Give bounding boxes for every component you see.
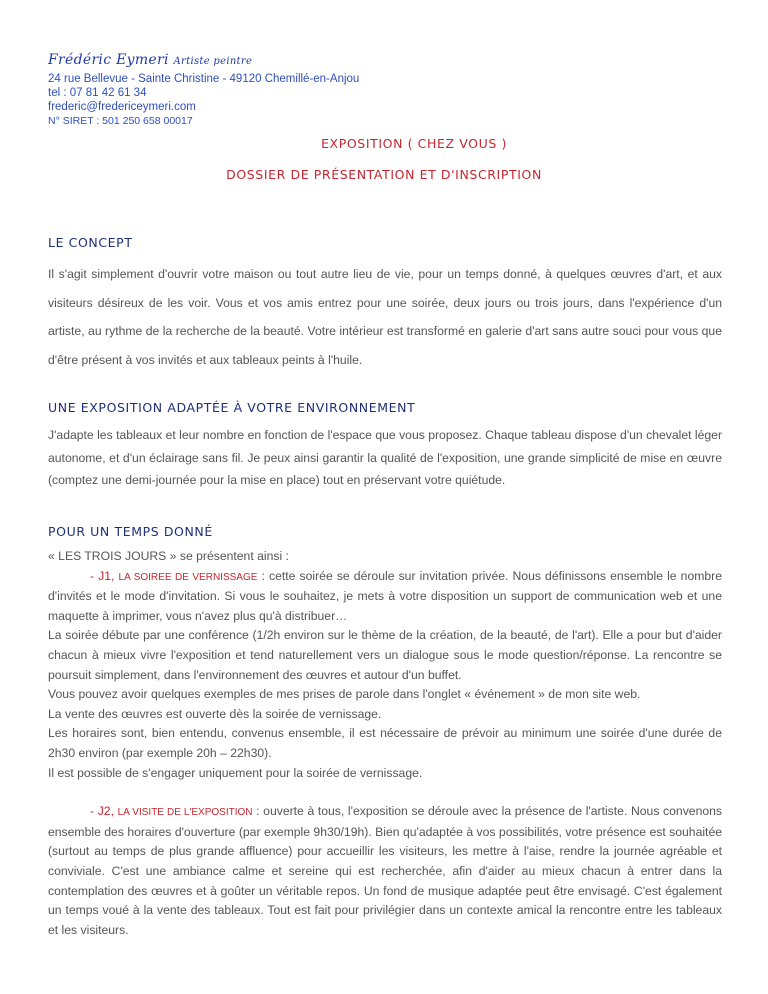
siret-line: N° SIRET : 501 250 658 00017 xyxy=(48,115,193,127)
letterhead xyxy=(48,52,359,128)
temps-p4: Les horaires sont, bien entendu, convenus ensemble, il est nécessaire de prévoir au minimum une soirée d'une durée de 2h30 environ (par exemple 20h – 22h30). xyxy=(48,726,722,760)
artist-signature xyxy=(48,52,359,68)
j1-prefix: - J1, xyxy=(90,568,115,583)
j2-label: LA VISITE DE L'EXPOSITION xyxy=(117,807,253,819)
adaptee-text: J'adapte les tableaux et leur nombre en fonction de l'espace que vous proposez. Chaque tableau dispose d'un chevalet léger autonome, et d'un éclairage sans fil. Je peux ainsi garantir la qualité de l'exposition, une grande simplicité de mise en œuvre (comptez une demi-journée pour la mise en place) tout en préservant votre quiétude. xyxy=(48,428,722,487)
temps-section xyxy=(48,547,722,940)
j1-paragraph xyxy=(48,567,722,627)
temps-p2: Vous pouvez avoir quelques exemples de mes prises de parole dans l'onglet « événement » de mon site web. xyxy=(48,687,641,702)
temps-intro: « LES TROIS JOURS » se présentent ainsi : xyxy=(48,549,289,563)
adaptee-paragraph xyxy=(48,424,722,492)
j1-label: LA SOIREE DE VERNISSAGE xyxy=(118,571,258,583)
concept-paragraph xyxy=(48,260,722,374)
address-line: 24 rue Bellevue - Sainte Christine - 49120 Chemillé-en-Anjou xyxy=(48,73,360,85)
concept-text: Il s'agit simplement d'ouvrir votre maison ou tout autre lieu de vie, pour un temps donné, à quelques œuvres d'art, et aux visiteurs désireux de les voir. Vous et vos amis entrez pour une soirée, deux jours ou trois jours, dans l'expérience d'un artiste, au rythme de la recherche de la beauté. Votre intérieur est transformé en galerie d'art sans autre souci pour vous que d'être présent à vos invités et aux tableaux peints à l'huile. xyxy=(48,267,722,367)
contact-block xyxy=(48,72,359,128)
heading-adaptee: UNE EXPOSITION ADAPTÉE À VOTRE ENVIRONNEMENT xyxy=(48,400,416,415)
artist-role: Artiste peintre xyxy=(173,56,253,67)
document-subtitle: DOSSIER DE PRÉSENTATION ET D'INSCRIPTION xyxy=(226,167,542,182)
heading-temps: POUR UN TEMPS DONNÉ xyxy=(48,524,213,539)
phone-line: tel : 07 81 42 61 34 xyxy=(48,87,147,99)
temps-p1: La soirée débute par une conférence (1/2h environ sur le thème de la création, de la beauté, de l'art). Elle a pour but d'aider chacun à mieux vivre l'exposition et tend naturellement vers un dialogue sous le mode question/réponse. La rencontre se poursuit simplement, dans l'environnement des œuvres et autour d'un buffet. xyxy=(48,628,722,682)
artist-name: Frédéric Eymeri xyxy=(48,52,169,68)
temps-p3: La vente des œuvres est ouverte dès la soirée de vernissage. xyxy=(48,706,382,721)
document-title: EXPOSITION ( CHEZ VOUS ) xyxy=(321,136,507,151)
j2-paragraph xyxy=(48,802,722,940)
j2-text: : ouverte à tous, l'exposition se déroule avec la présence de l'artiste. Nous convenons ensemble des horaires d'ouverture (par exemple 9h30/19h). Bien qu'adaptée à vos possibilités, votre présence est souhaitée (surtout au temps de plus grande affluence) pour accueillir les visiteurs, les mettre à l'aise, rendre la journée agréable et conviviale. C'est une ambiance calme et sereine qui est recherchée, afin d'aider au mieux chacun à entrer dans la contemplation des œuvres et à goûter un véritable repos. Un fond de musique adaptée peut être envisagé. C'est également un temps voué à la vente des tableaux. Tout est fait pour privilégier dans un contexte amical la rencontre entre les tableaux et les visiteurs. xyxy=(48,804,722,937)
temps-p5: Il est possible de s'engager uniquement pour la soirée de vernissage. xyxy=(48,765,423,780)
j2-prefix: - J2, xyxy=(90,804,114,819)
heading-concept: LE CONCEPT xyxy=(48,235,133,250)
email-line: frederic@fredericeymeri.com xyxy=(48,101,196,113)
j1-text: : cette soirée se déroule sur invitation privée. Nous définissons ensemble le nombre d'invités et le mode d'invitation. Si vous le souhaitez, je mets à votre disposition un support de communication web et une maquette à imprimer, vous n'avez plus qu'à distribuer… xyxy=(48,568,722,623)
